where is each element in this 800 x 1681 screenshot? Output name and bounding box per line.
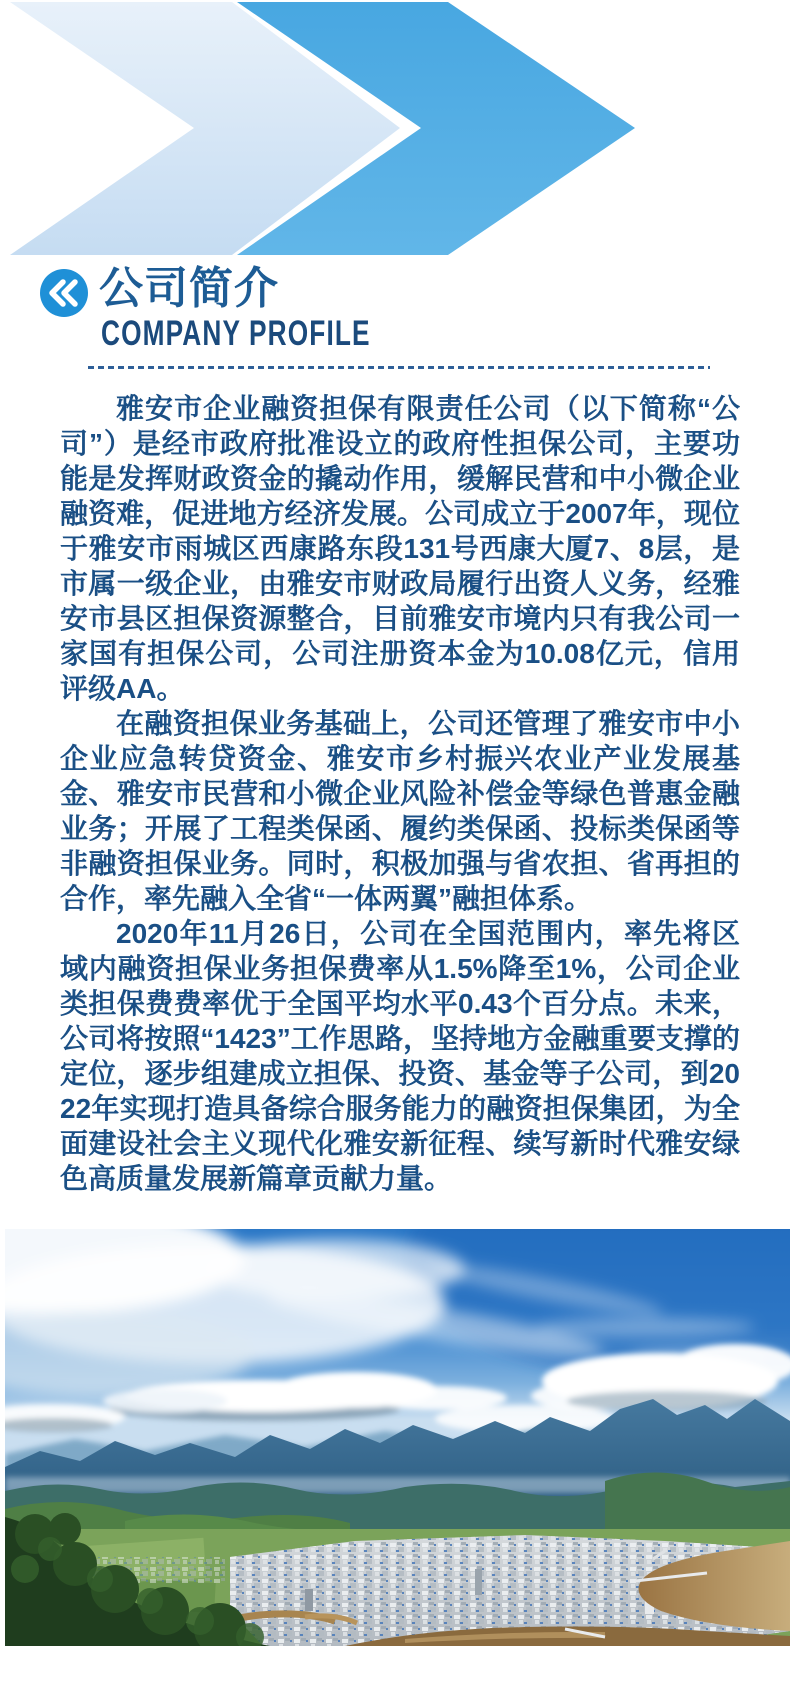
paragraph-2: 在融资担保业务基础上，公司还管理了雅安市中小企业应急转贷资金、雅安市乡村振兴农业产业发展基金、雅安市民营和小微企业风险补偿金等绿色普惠金融业务；开展了工程类保函、履约类保函、投标类保函等非融资担保业务。同时，积极加强与省农担、省再担的合作，率先融入全省“一体两翼”融担体系。 — [60, 708, 740, 914]
paragraph-1: 雅安市企业融资担保有限责任公司（以下简称“公司”）是经市政府批准设立的政府性担保公司，主要功能是发挥财政资金的撬动作用，缓解民营和中小微企业融资难，促进地方经济发展。公司成立于2007年，现位于雅安市雨城区西康路东段131号西康大厦7、8层，是市属一级企业，由雅安市财政局履行出资人义务，经雅安市县区担保资源整合，目前雅安市境内只有我公司一家国有担保公司，公司注册资本金为10.08亿元，信用评级AA。 — [60, 393, 740, 704]
paragraph-3: 2020年11月26日，公司在全国范围内，率先将区域内融资担保业务担保费率从1.5%降至1%，公司企业类担保费费率优于全国平均水平0.43个百分点。未来，公司将按照“1423”工作思路，坚持地方金融重要支撑的定位，逐步组建成立担保、投资、基金等子公司，到2022年实现打造具备综合服务能力的融资担保集团，为全面建设社会主义现代化雅安新征程、续写新时代雅安绿色高质量发展新篇章贡献力量。 — [60, 918, 740, 1194]
city-valley-photo — [5, 1229, 790, 1646]
page-title-english-text: COMPANY PROFILE — [101, 314, 371, 353]
company-profile-text — [60, 391, 740, 1196]
dashed-divider — [88, 366, 710, 369]
page-title-chinese: 公司简介 — [99, 264, 279, 313]
page-title-english — [101, 314, 461, 354]
double-left-chevron-icon — [39, 268, 89, 318]
chevron-banner-decoration — [0, 0, 800, 258]
